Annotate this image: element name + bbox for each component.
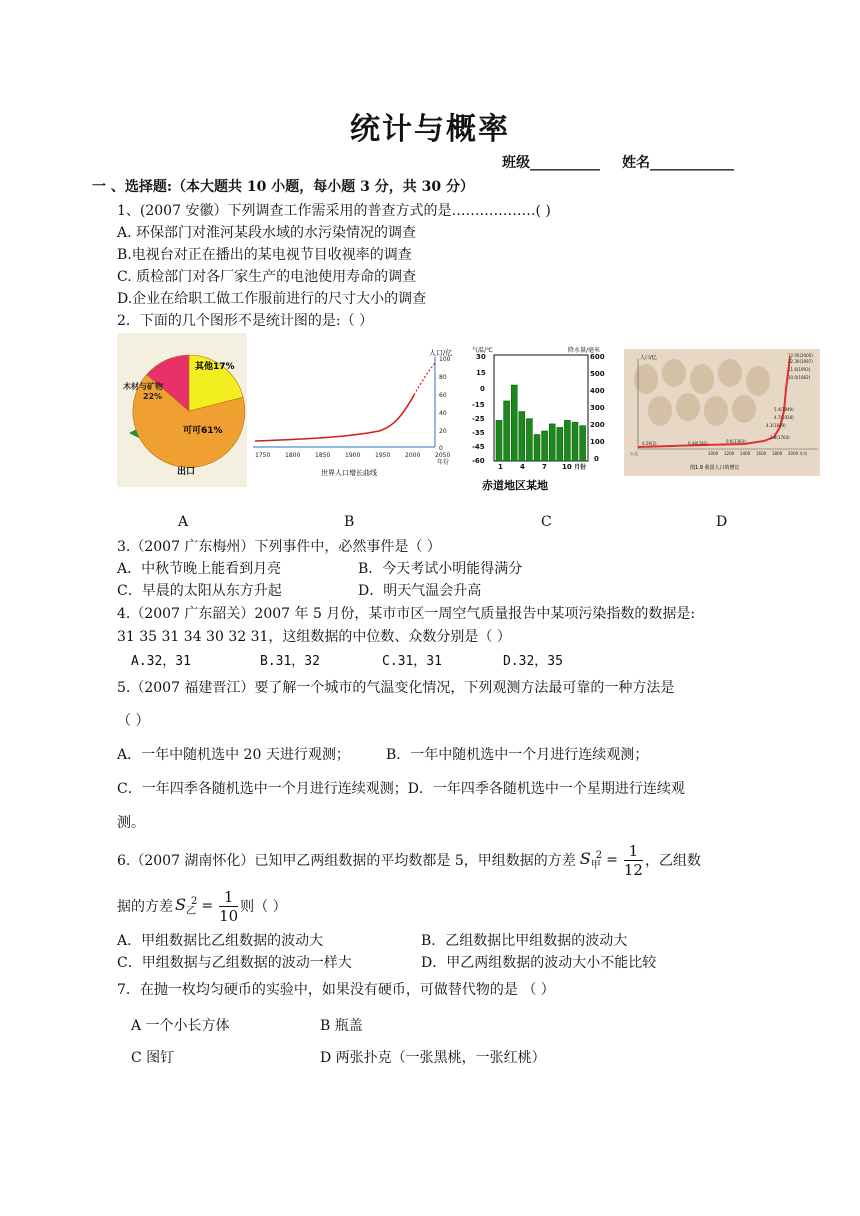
pie-label-wood: 木材与矿物 22% (123, 382, 163, 401)
curve-tick-y: 100 (439, 356, 451, 363)
curve-tick-x: 2050 (435, 452, 451, 459)
climate-left-tick: 15 (476, 369, 486, 377)
curve-tick-x: 1750 (255, 452, 271, 459)
climate-x-tick: 1 (498, 463, 503, 471)
photo-x-tick: 1600 (756, 451, 767, 456)
q3-option-b[interactable]: B．今天考试小明能得满分 (358, 561, 523, 577)
climate-right-tick: 500 (590, 370, 605, 378)
climate-caption: 赤道地区某地 (482, 479, 548, 492)
climate-left-tick: 0 (480, 385, 485, 393)
q2-label-c[interactable]: C (541, 514, 552, 530)
climate-left-tick: 30 (476, 353, 486, 361)
photo-point: 4.3(1849) (766, 423, 786, 428)
q2-label-b[interactable]: B (344, 514, 355, 530)
q3-option-d[interactable]: D．明天气温会升高 (358, 583, 482, 599)
climate-right-label: 降水量/毫米 (568, 347, 601, 354)
q4-option-a[interactable]: A.32，31 (131, 654, 191, 669)
climate-x-tick: 4 (520, 463, 525, 471)
q1-option-c[interactable]: C. 质检部门对各厂家生产的电池使用寿命的调查 (117, 269, 417, 285)
q1-stem: 1、(2007 安徽）下列调查工作需采用的普查方式的是………………( ) (117, 203, 551, 219)
q6-option-b[interactable]: B．乙组数据比甲组数据的波动大 (421, 933, 628, 949)
climate-left-tick: -15 (472, 401, 485, 409)
q5-option-b[interactable]: B．一年中随机选中一个月进行连续观测； (386, 747, 649, 763)
climate-right-tick: 0 (594, 455, 599, 463)
pie-label-other: 其他17% (195, 362, 235, 372)
climate-left-tick: -60 (472, 457, 485, 465)
climate-left-label: 气温/℃ (472, 347, 493, 354)
curve-tick-x: 1850 (315, 452, 331, 459)
climate-left-tick: -45 (472, 443, 485, 451)
q6-option-c[interactable]: C．甲组数据与乙组数据的波动一样大 (117, 955, 352, 971)
q2-stem: 2．下面的几个图形不是统计图的是:（ ） (117, 313, 374, 329)
curve-tick-y: 20 (439, 428, 447, 435)
curve-line (255, 395, 414, 441)
climate-bar (542, 431, 548, 461)
variance-symbol-yi: $S_乙^2$ (175, 895, 198, 917)
climate-left-tick: -25 (472, 415, 485, 423)
pie-chart-image (117, 333, 247, 487)
china-population-photo (624, 349, 820, 476)
class-field[interactable]: 班级__________ (502, 155, 600, 171)
q6-stem-post: ，乙组数 (644, 853, 701, 869)
pie-label-cocoa: 可可61% (183, 426, 223, 436)
q6-stem-pre: 6.（2007 湖南怀化）已知甲乙两组数据的平均数都是 5，甲组数据的方差 (117, 853, 576, 869)
fraction-1-10: $\frac{1}{10}$ (219, 887, 239, 925)
curve-tick-x: 2000 (405, 452, 421, 459)
photo-x-tick: 1000 (708, 451, 719, 456)
climate-right-tick: 600 (590, 353, 605, 361)
q4-option-d[interactable]: D.32，35 (503, 654, 563, 669)
curve-tick-y: 0 (439, 445, 443, 452)
curve-tick-y: 40 (439, 410, 447, 417)
fraction-1-12: $\frac{1}{12}$ (623, 841, 643, 879)
q3-option-a[interactable]: A．中秋节晚上能看到月亮 (117, 561, 282, 577)
climate-bar (526, 419, 532, 461)
photo-caption: 图1.9 我国人口的增长 (690, 465, 740, 471)
q4-data: 31 35 31 34 30 32 31，这组数据的中位数、众数分别是（ ） (117, 629, 511, 645)
q4-option-b[interactable]: B.31，32 (260, 654, 320, 669)
climate-bar (564, 420, 570, 461)
q6-option-a[interactable]: A．甲组数据比乙组数据的波动大 (117, 933, 324, 949)
curve-tick-x: 1900 (345, 452, 361, 459)
photo-x-tick: 2000 年份 (788, 451, 808, 456)
climate-x-tick: 7 (542, 463, 547, 471)
q5-option-a[interactable]: A．一年中随机选中 20 天进行观测； (117, 747, 350, 763)
photo-point: 4.7(1928) (774, 415, 794, 420)
photo-x-start: 公元 (630, 451, 638, 456)
climate-right-tick: 400 (590, 387, 605, 395)
q5-stem: 5.（2007 福建晋江）要了解一个城市的气温变化情况，下列观测方法最可靠的一种方法是 (117, 680, 675, 696)
q6-line2 (117, 884, 287, 928)
photo-point: 0.59(2) (642, 441, 657, 446)
climate-bar (572, 422, 578, 461)
q4-option-c[interactable]: C.31，31 (382, 654, 442, 669)
climate-bar (511, 385, 517, 461)
q1-option-d[interactable]: D.企业在给职工做工作服前进行的尺寸大小的调查 (117, 291, 427, 307)
photo-point: 0.48(740) (688, 441, 708, 446)
q6-option-d[interactable]: D．甲乙两组数据的波动大小不能比较 (421, 955, 657, 971)
photo-point: 10.0(1982) (788, 375, 811, 380)
q2-label-a[interactable]: A (178, 514, 189, 530)
q7-stem: 7．在抛一枚均匀硬币的实验中，如果没有硬币，可做替代物的是 （ ） (117, 982, 555, 998)
q1-option-a[interactable]: A. 环保部门对淮河某段水域的水污染情况的调查 (117, 225, 417, 241)
curve-tick-y: 80 (439, 374, 447, 381)
climate-right-tick: 300 (590, 404, 605, 412)
population-curve-image (249, 343, 464, 483)
photo-x-tick: 1200 (724, 451, 735, 456)
section-heading: 一 、选择题:（本大题共 10 小题，每小题 3 分，共 30 分） (92, 179, 474, 195)
climate-bar (580, 426, 586, 461)
page-title: 统计与概率 (350, 112, 510, 147)
photo-point: 5.4(1949) (774, 407, 794, 412)
climate-left-tick: -35 (472, 429, 485, 437)
photo-x-tick: 1800 (772, 451, 783, 456)
climate-bar (519, 412, 525, 461)
q5-option-c-d[interactable]: C．一年四季各随机选中一个月进行连续观测；D．一年四季各随机选中一个星期进行连续观 (117, 781, 685, 797)
q6-line2-pre: 据的方差 (117, 899, 173, 915)
climate-bar (496, 420, 502, 461)
photo-point: 12.30(1997) (788, 359, 813, 364)
climate-bar (534, 435, 540, 462)
q4-stem: 4.（2007 广东韶关）2007 年 5 月份，某市市区一周空气质量报告中某项污染指数的数据是: (117, 606, 696, 622)
q7-option-b[interactable]: B 瓶盖 (320, 1018, 363, 1034)
q1-option-b[interactable]: B.电视台对正在播出的某电视节目收视率的调查 (117, 247, 412, 263)
q5-option-d-continued: 测。 (117, 815, 145, 831)
photo-point: 2.8(1764) (770, 435, 790, 440)
photo-point: 11.6(1993) (788, 367, 811, 372)
equals-sign: = (201, 898, 214, 914)
curve-x-unit: 年份 (437, 459, 450, 466)
q6-line2-post: 则（ ） (240, 899, 287, 915)
curve-y-label: 人口/亿 (429, 349, 453, 357)
curve-tick-x: 1950 (375, 452, 391, 459)
photo-x-tick: 1400 (740, 451, 751, 456)
q2-label-d[interactable]: D (716, 514, 728, 530)
climate-x-unit: 月份 (574, 464, 587, 471)
curve-tick-x: 1800 (285, 452, 301, 459)
climate-bar (504, 401, 510, 461)
q7-option-c[interactable]: C 图钉 (131, 1050, 175, 1066)
q6-stem (117, 838, 701, 882)
q3-stem: 3.（2007 广东梅州）下列事件中，必然事件是（ ） (117, 539, 441, 555)
climate-x-tick: 10 (562, 463, 572, 471)
curve-tick-y: 60 (439, 392, 447, 399)
q7-option-d[interactable]: D 两张扑克（一张黑桃，一张红桃） (320, 1050, 546, 1066)
variance-symbol-jia: $S_甲^2$ (579, 849, 603, 871)
climate-right-tick: 200 (590, 421, 605, 429)
pie-caption: 出口 (177, 467, 196, 477)
climate-right-tick: 100 (590, 438, 605, 446)
climate-chart-image (470, 345, 608, 495)
photo-point: 0.6(1393) (726, 439, 746, 444)
equals-sign: = (606, 852, 618, 868)
q7-option-a[interactable]: A 一个小长方体 (131, 1018, 230, 1034)
climate-bar (549, 424, 555, 461)
photo-point: 12.95(2000) (788, 353, 813, 358)
climate-bar (557, 427, 563, 461)
curve-caption: 世界人口增长曲线 (321, 469, 377, 477)
q3-option-c[interactable]: C．早晨的太阳从东方升起 (117, 583, 282, 599)
q5-paren: （ ） (117, 713, 150, 729)
name-field[interactable]: 姓名____________ (622, 155, 734, 171)
photo-y-label: 人口/亿 (640, 355, 657, 361)
